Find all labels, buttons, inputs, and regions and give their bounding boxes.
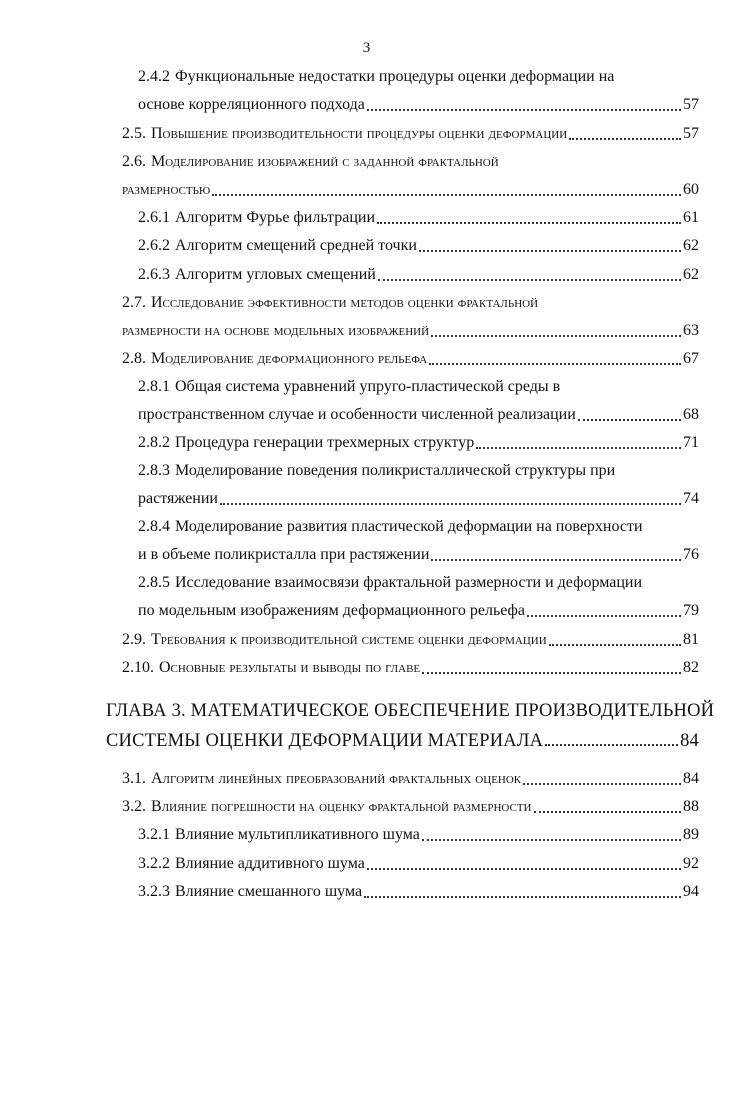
toc-entry-number: 2.6.	[122, 153, 146, 170]
toc-entry-text	[106, 730, 543, 752]
toc-entry-title: Требования к производительной системе оценки деформации	[151, 631, 547, 648]
toc-entry	[122, 625, 699, 651]
toc-entry	[122, 344, 699, 370]
toc-entry-text	[122, 123, 567, 145]
toc-entry-title: Основные результаты и выводы по главе	[159, 659, 421, 676]
toc-entry-text	[138, 376, 560, 398]
toc-entry-text	[138, 235, 417, 257]
toc-entry-page: 84	[680, 731, 699, 751]
toc-entry	[138, 877, 699, 903]
toc-entry	[122, 119, 699, 145]
toc-entry	[138, 428, 699, 454]
toc-entry-number: 2.6.2	[138, 237, 170, 254]
toc-entry	[106, 726, 699, 752]
toc-entry-page: 92	[683, 855, 699, 872]
dot-leader	[367, 868, 681, 870]
dot-leader	[367, 109, 681, 111]
toc-entry-title: размерностью	[122, 181, 211, 198]
toc-entry-title: Моделирование поведения поликристаллической структуры при	[175, 462, 616, 479]
toc-entry-page: 61	[683, 209, 699, 226]
toc-entry	[122, 316, 699, 342]
toc-entry-title: СИСТЕМЫ ОЦЕНКИ ДЕФОРМАЦИИ МАТЕРИАЛА	[106, 731, 544, 751]
toc-entry-page: 71	[683, 434, 699, 451]
dot-leader	[476, 447, 681, 449]
toc-entry-text	[138, 881, 362, 903]
toc-entry-page: 63	[683, 322, 699, 339]
toc-entry-title: Исследование эффективности методов оценки фрактальной	[151, 294, 539, 311]
toc-entry-text	[122, 292, 538, 314]
toc-entry-title: ГЛАВА 3. МАТЕМАТИЧЕСКОЕ ОБЕСПЕЧЕНИЕ ПРОИЗВОДИТЕЛЬНОЙ	[106, 701, 715, 721]
toc-entry-number: 2.8.1	[138, 378, 170, 395]
toc-entry-number: 2.10.	[122, 659, 154, 676]
toc-entry-page: 82	[683, 659, 699, 676]
toc-entry	[138, 484, 699, 510]
toc-entry-title: Моделирование изображений с заданной фрактальной	[151, 153, 499, 170]
toc-entry	[122, 288, 699, 314]
toc-entry-number: 3.2.2	[138, 855, 170, 872]
dot-leader	[422, 839, 681, 841]
toc-entry-title: Влияние аддитивного шума	[175, 855, 365, 872]
toc-entry-text	[138, 488, 218, 510]
toc-entry-title: Общая система уравнений упруго-пластической среды в	[175, 378, 561, 395]
toc-entry-page: 57	[683, 125, 699, 142]
toc-entry-text	[138, 207, 375, 229]
toc-entry	[122, 175, 699, 201]
toc-entry-text	[122, 320, 429, 342]
toc-entry-title: по модельным изображениям деформационного рельефа	[138, 602, 526, 619]
toc-entry-title: Влияние смешанного шума	[175, 883, 363, 900]
toc-entry-text	[106, 700, 714, 722]
toc-entry-title: Алгоритм Фурье фильтрации	[175, 209, 375, 226]
toc-entry-title: Моделирование развития пластической деформации на поверхности	[175, 518, 643, 535]
toc-entry-title: Алгоритм линейных преобразований фрактальных оценок	[151, 770, 522, 787]
toc-entry	[138, 372, 699, 398]
toc-entry-page: 62	[683, 266, 699, 283]
toc-entry-number: 2.4.2	[138, 68, 170, 85]
toc-entry	[138, 820, 699, 846]
toc-entry-page: 57	[683, 96, 699, 113]
dot-leader	[220, 503, 681, 505]
dot-leader	[527, 615, 681, 617]
toc-entry-number: 2.9.	[122, 631, 146, 648]
toc-entry-page: 62	[683, 237, 699, 254]
toc-entry-text	[138, 516, 643, 538]
toc-entry-number: 2.8.4	[138, 518, 170, 535]
toc-entry-title: и в объеме поликристалла при растяжении	[138, 546, 430, 563]
toc-entry	[106, 696, 715, 722]
toc-entry	[122, 792, 699, 818]
dot-leader	[431, 335, 681, 337]
toc-entry-text	[138, 544, 429, 566]
dot-leader	[569, 138, 681, 140]
toc-entry-page: 81	[683, 631, 699, 648]
toc-entry-text	[122, 796, 532, 818]
dot-leader	[523, 783, 681, 785]
dot-leader	[431, 559, 681, 561]
dot-leader	[534, 811, 681, 813]
toc-entry-title: Моделирование деформационного рельефа	[151, 350, 428, 367]
dot-leader	[429, 363, 681, 365]
toc-entry-page: 74	[683, 490, 699, 507]
toc-entry-text	[138, 404, 576, 426]
toc-entry-text	[138, 94, 365, 116]
toc-entry-number: 2.6.1	[138, 209, 170, 226]
toc-entry	[138, 456, 699, 482]
toc-entry-title: Алгоритм угловых смещений	[175, 266, 376, 283]
toc-entry-number: 3.2.1	[138, 826, 170, 843]
toc-entry-page: 60	[683, 181, 699, 198]
toc-entry-text	[138, 853, 365, 875]
toc-entry-title: размерности на основе модельных изображений	[122, 322, 430, 339]
dot-leader	[212, 194, 681, 196]
toc-entry	[138, 512, 699, 538]
toc-entry-page: 89	[683, 826, 699, 843]
toc-entry-number: 2.8.	[122, 350, 146, 367]
toc-entry-title: Исследование взаимосвязи фрактальной размерности и деформации	[175, 574, 643, 591]
toc-entry	[138, 568, 699, 594]
dot-leader	[549, 644, 681, 646]
toc-entry-text	[122, 629, 547, 651]
toc-entry-title: основе корреляционного подхода	[138, 96, 365, 113]
toc-entry-text	[122, 179, 210, 201]
toc-entry-text	[138, 432, 474, 454]
toc-entry-text	[138, 460, 615, 482]
toc-entry-page: 67	[683, 350, 699, 367]
toc-entry	[138, 203, 699, 229]
toc-entry-number: 3.1.	[122, 770, 146, 787]
toc-entry-number: 3.2.	[122, 798, 146, 815]
toc-entry	[138, 596, 699, 622]
toc-entry-title: Функциональные недостатки процедуры оценки деформации на	[175, 68, 615, 85]
toc-entry-title: Влияние погрешности на оценку фрактальной размерности	[151, 798, 532, 815]
toc-entry-number: 2.7.	[122, 294, 146, 311]
dot-leader	[422, 672, 681, 674]
page-number: 3	[362, 40, 371, 56]
toc-entry-page: 68	[683, 406, 699, 423]
toc-entry	[138, 260, 699, 286]
toc-entry	[122, 147, 699, 173]
toc-entry-page: 88	[683, 798, 699, 815]
toc-entry-page: 94	[683, 883, 699, 900]
toc-entry-number: 2.5.	[122, 125, 146, 142]
toc-entry	[138, 400, 699, 426]
table-of-contents	[0, 62, 733, 962]
toc-entry-number: 2.8.2	[138, 434, 170, 451]
toc-entry-title: Процедура генерации трехмерных структур	[175, 434, 475, 451]
toc-entry-number: 2.8.5	[138, 574, 170, 591]
toc-entry	[138, 540, 699, 566]
toc-entry-title: пространственном случае и особенности численной реализации	[138, 406, 576, 423]
toc-entry-page: 84	[683, 770, 699, 787]
dot-leader	[545, 744, 678, 746]
toc-entry-text	[122, 768, 521, 790]
dot-leader	[378, 279, 681, 281]
toc-entry-text	[138, 66, 614, 88]
toc-entry-title: Повышение производительности процедуры оценки деформации	[151, 125, 568, 142]
dot-leader	[364, 896, 681, 898]
toc-entry	[138, 849, 699, 875]
dot-leader	[578, 419, 681, 421]
toc-entry	[138, 62, 699, 88]
toc-entry-page: 76	[683, 546, 699, 563]
toc-entry-text	[122, 348, 427, 370]
toc-entry	[122, 653, 699, 679]
toc-entry-text	[138, 264, 376, 286]
toc-entry-text	[138, 824, 420, 846]
toc-entry-page: 79	[683, 602, 699, 619]
dot-leader	[377, 222, 681, 224]
toc-entry-number: 2.6.3	[138, 266, 170, 283]
toc-entry-title: Влияние мультипликативного шума	[175, 826, 420, 843]
toc-entry	[138, 90, 699, 116]
toc-entry-number: 3.2.3	[138, 883, 170, 900]
toc-entry-number: 2.8.3	[138, 462, 170, 479]
toc-entry-text	[138, 600, 525, 622]
dot-leader	[419, 250, 681, 252]
toc-entry-text	[122, 151, 499, 173]
toc-entry-title: растяжении	[138, 490, 218, 507]
toc-entry	[138, 231, 699, 257]
toc-entry-title: Алгоритм смещений средней точки	[175, 237, 417, 254]
toc-entry	[122, 764, 699, 790]
toc-entry-text	[122, 657, 420, 679]
toc-entry-text	[138, 572, 642, 594]
